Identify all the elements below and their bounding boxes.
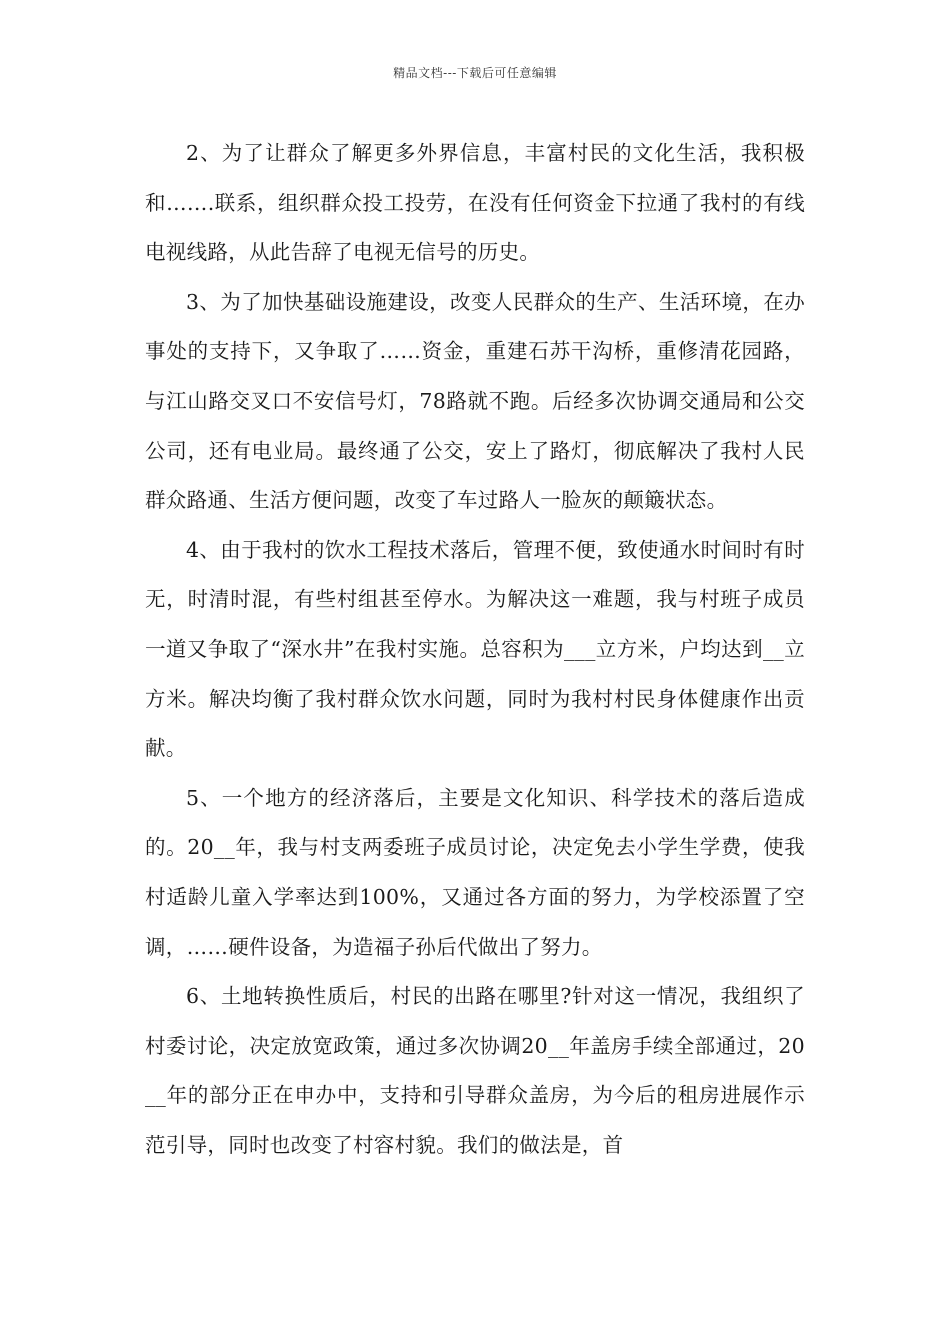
paragraph-2: 2、为了让群众了解更多外界信息，丰富村民的文化生活，我积极和…….联系，组织群众投工投劳，在没有任何资金下拉通了我村的有线电视线路，从此告辞了电视无信号的历史。 [145, 141, 805, 265]
document-body [145, 129, 805, 1170]
paragraph-6: 6、土地转换性质后，村民的出路在哪里?针对这一情况，我组织了村委讨论，决定放宽政策，通过多次协调20__年盖房手续全部通过，20__年的部分正在申办中，支持和引导群众盖房，为今后的租房进展作示范引导，同时也改变了村容村貌。我们的做法是，首 [145, 984, 805, 1157]
paragraph-3: 3、为了加快基础设施建设，改变人民群众的生产、生活环境，在办事处的支持下，又争取了……资金，重建石苏干沟桥，重修清花园路，与江山路交叉口不安信号灯，78路就不跑。后经多次协调交通局和公交公司，还有电业局。最终通了公交，安上了路灯，彻底解决了我村人民群众路通、生活方便问题，改变了车过路人一脸灰的颠簸状态。 [145, 289, 805, 513]
paragraph-5: 5、一个地方的经济落后，主要是文化知识、科学技术的落后造成的。20__年，我与村支两委班子成员讨论，决定免去小学生学费，使我村适龄儿童入学率达到100%，又通过各方面的努力，为学校添置了空调，……硬件设备，为造福子孙后代做出了努力。 [145, 785, 805, 959]
paragraph-4: 4、由于我村的饮水工程技术落后，管理不便，致使通水时间时有时无，时清时混，有些村组甚至停水。为解决这一难题，我与村班子成员一道又争取了“深水井”在我村实施。总容积为___立方米，户均达到__立方米。解决均衡了我村群众饮水问题，同时为我村村民身体健康作出贡献。 [145, 537, 805, 761]
page-header: 精品文档---下载后可任意编辑 [393, 66, 557, 80]
